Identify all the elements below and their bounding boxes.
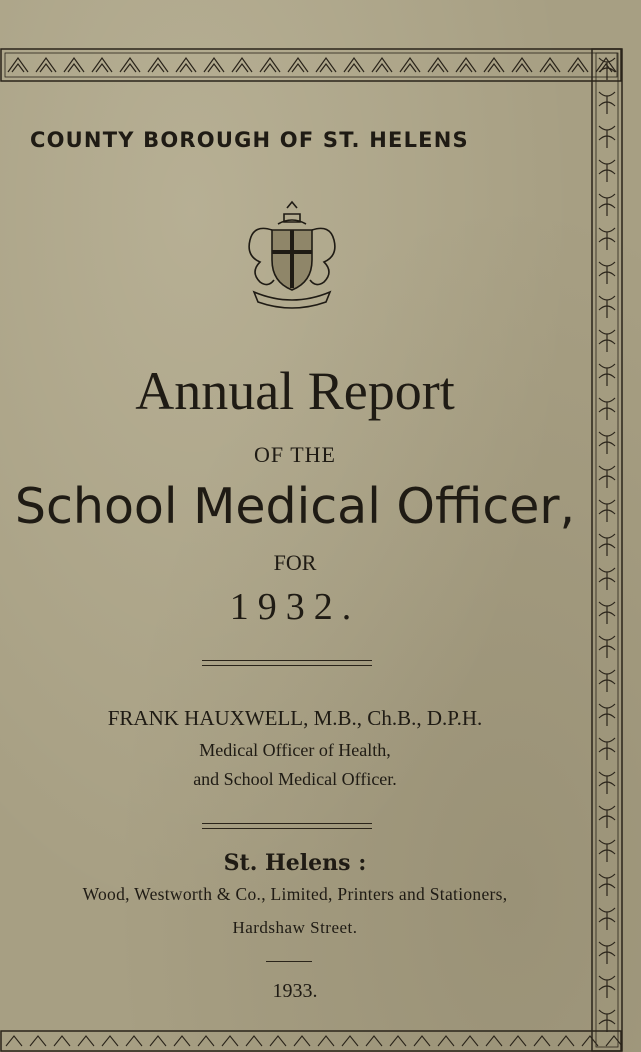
report-title: Annual Report	[135, 361, 455, 421]
printed-year: 1933.	[272, 980, 318, 1002]
report-title-connector: OF THE	[254, 442, 336, 467]
publication-place: St. Helens :	[223, 850, 367, 876]
author-role-line1: Medical Officer of Health,	[199, 740, 391, 760]
short-divider	[266, 961, 312, 962]
author-role-line2: and School Medical Officer.	[193, 769, 397, 789]
author-name: FRANK HAUXWELL, M.B., Ch.B., D.P.H.	[107, 706, 483, 730]
ornamental-border-bottom	[0, 1030, 622, 1052]
report-subject: School Medical Officer,	[14, 478, 576, 535]
for-label: FOR	[273, 550, 317, 575]
divider-rule	[202, 823, 372, 829]
ornamental-border-right	[591, 48, 623, 1052]
printer-address: Hardshaw Street.	[232, 918, 358, 937]
divider-rule	[202, 660, 372, 666]
county-heading: COUNTY BOROUGH OF ST. HELENS	[30, 128, 469, 152]
report-year: 1932.	[229, 586, 361, 628]
coat-of-arms-icon	[242, 200, 342, 310]
printer-line: Wood, Westworth & Co., Limited, Printers and Stationers,	[82, 884, 508, 904]
ornamental-border-top	[0, 48, 622, 82]
